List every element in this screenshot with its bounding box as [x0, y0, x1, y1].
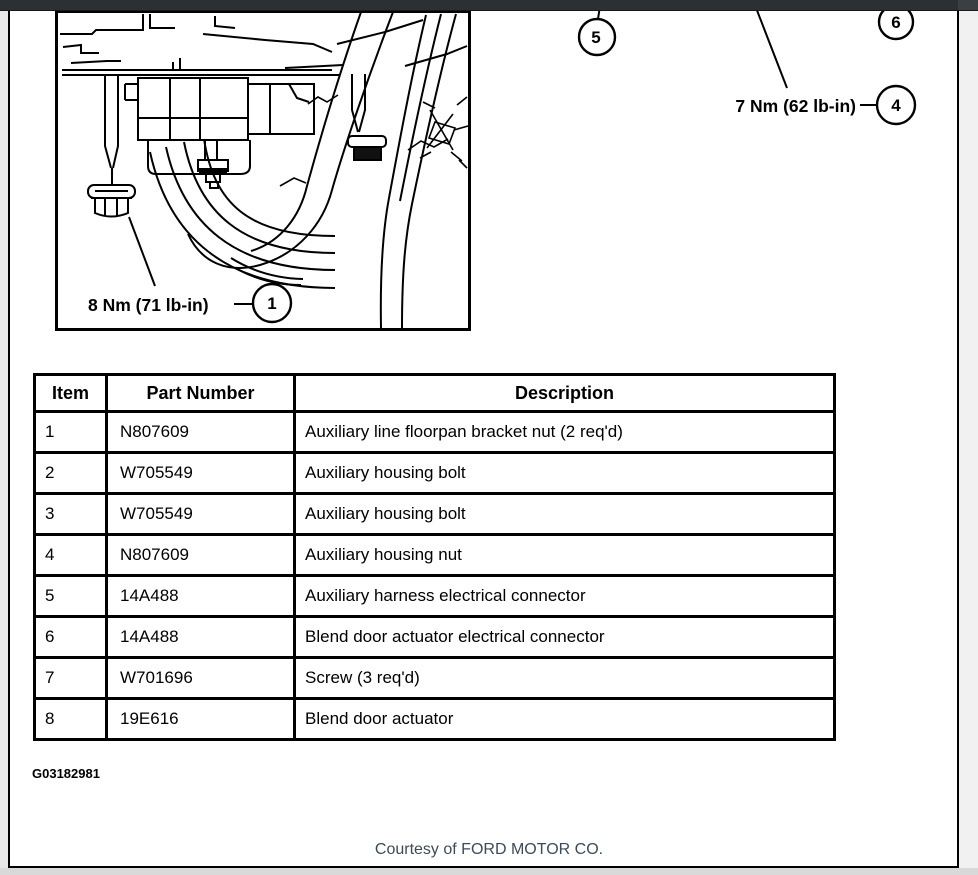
description-cell: Auxiliary harness electrical connector: [295, 576, 835, 617]
table-row: [35, 617, 835, 658]
table-row: [35, 535, 835, 576]
column-header-description: Description: [295, 375, 835, 412]
part-number-cell: N807609: [107, 535, 295, 576]
part-number-cell: W705549: [107, 453, 295, 494]
part-number-cell: 14A488: [107, 576, 295, 617]
table-row: [35, 658, 835, 699]
callout-5: [579, 6, 615, 55]
description-cell: Auxiliary housing bolt: [295, 494, 835, 535]
callout-1-number: 1: [267, 294, 277, 313]
table-row: [35, 412, 835, 453]
item-cell: 5: [35, 576, 107, 617]
item-cell: 2: [35, 453, 107, 494]
table-header-row: [35, 375, 835, 412]
torque-label-1: 8 Nm (71 lb-in): [88, 295, 209, 315]
table-row: [35, 453, 835, 494]
description-cell: Blend door actuator electrical connector: [295, 617, 835, 658]
torque-label-4: 7 Nm (62 lb-in): [735, 96, 856, 116]
column-header-part-number: Part Number: [107, 375, 295, 412]
callout-6-number: 6: [891, 13, 901, 32]
left-gutter: [0, 10, 8, 875]
bottom-gutter: [0, 868, 978, 875]
description-cell: Auxiliary housing nut: [295, 535, 835, 576]
browser-toolbar-edge: [0, 0, 978, 11]
left-stud: [105, 75, 118, 184]
part-number-cell: N807609: [107, 412, 295, 453]
table-row: [35, 494, 835, 535]
part-number-cell: W705549: [107, 494, 295, 535]
part-number-cell: 14A488: [107, 617, 295, 658]
item-cell: 6: [35, 617, 107, 658]
toolbar-corner-segment: [958, 0, 978, 10]
description-cell: Auxiliary line floorpan bracket nut (2 req'd): [295, 412, 835, 453]
item-cell: 3: [35, 494, 107, 535]
column-header-item: Item: [35, 375, 107, 412]
diagram-frame: [57, 12, 470, 330]
floorpan-lines: [60, 14, 467, 75]
callout-5-number: 5: [591, 28, 601, 47]
figure-id: G03182981: [32, 766, 100, 781]
item-cell: 8: [35, 699, 107, 740]
description-cell: Auxiliary housing bolt: [295, 453, 835, 494]
hose-bundle: [150, 12, 456, 328]
courtesy-note: Courtesy of FORD MOTOR CO.: [374, 841, 604, 858]
item-cell: 4: [35, 535, 107, 576]
center-bolt-graphic: [198, 140, 228, 188]
item-cell: 7: [35, 658, 107, 699]
exploded-view-diagram: [55, 10, 471, 331]
callout-4-number: 4: [891, 96, 901, 115]
item-cell: 1: [35, 412, 107, 453]
parts-table: [33, 373, 836, 741]
description-cell: Blend door actuator: [295, 699, 835, 740]
external-callouts: [480, 0, 978, 140]
floorpan-bracket-nut-graphic: [88, 185, 155, 286]
table-row: [35, 576, 835, 617]
torque-callout-1: [88, 284, 291, 322]
right-stud-nut-graphic: [285, 65, 386, 160]
description-cell: Screw (3 req'd): [295, 658, 835, 699]
part-number-cell: W701696: [107, 658, 295, 699]
page-left-border: [8, 10, 10, 868]
part-number-cell: 19E616: [107, 699, 295, 740]
table-row: [35, 699, 835, 740]
